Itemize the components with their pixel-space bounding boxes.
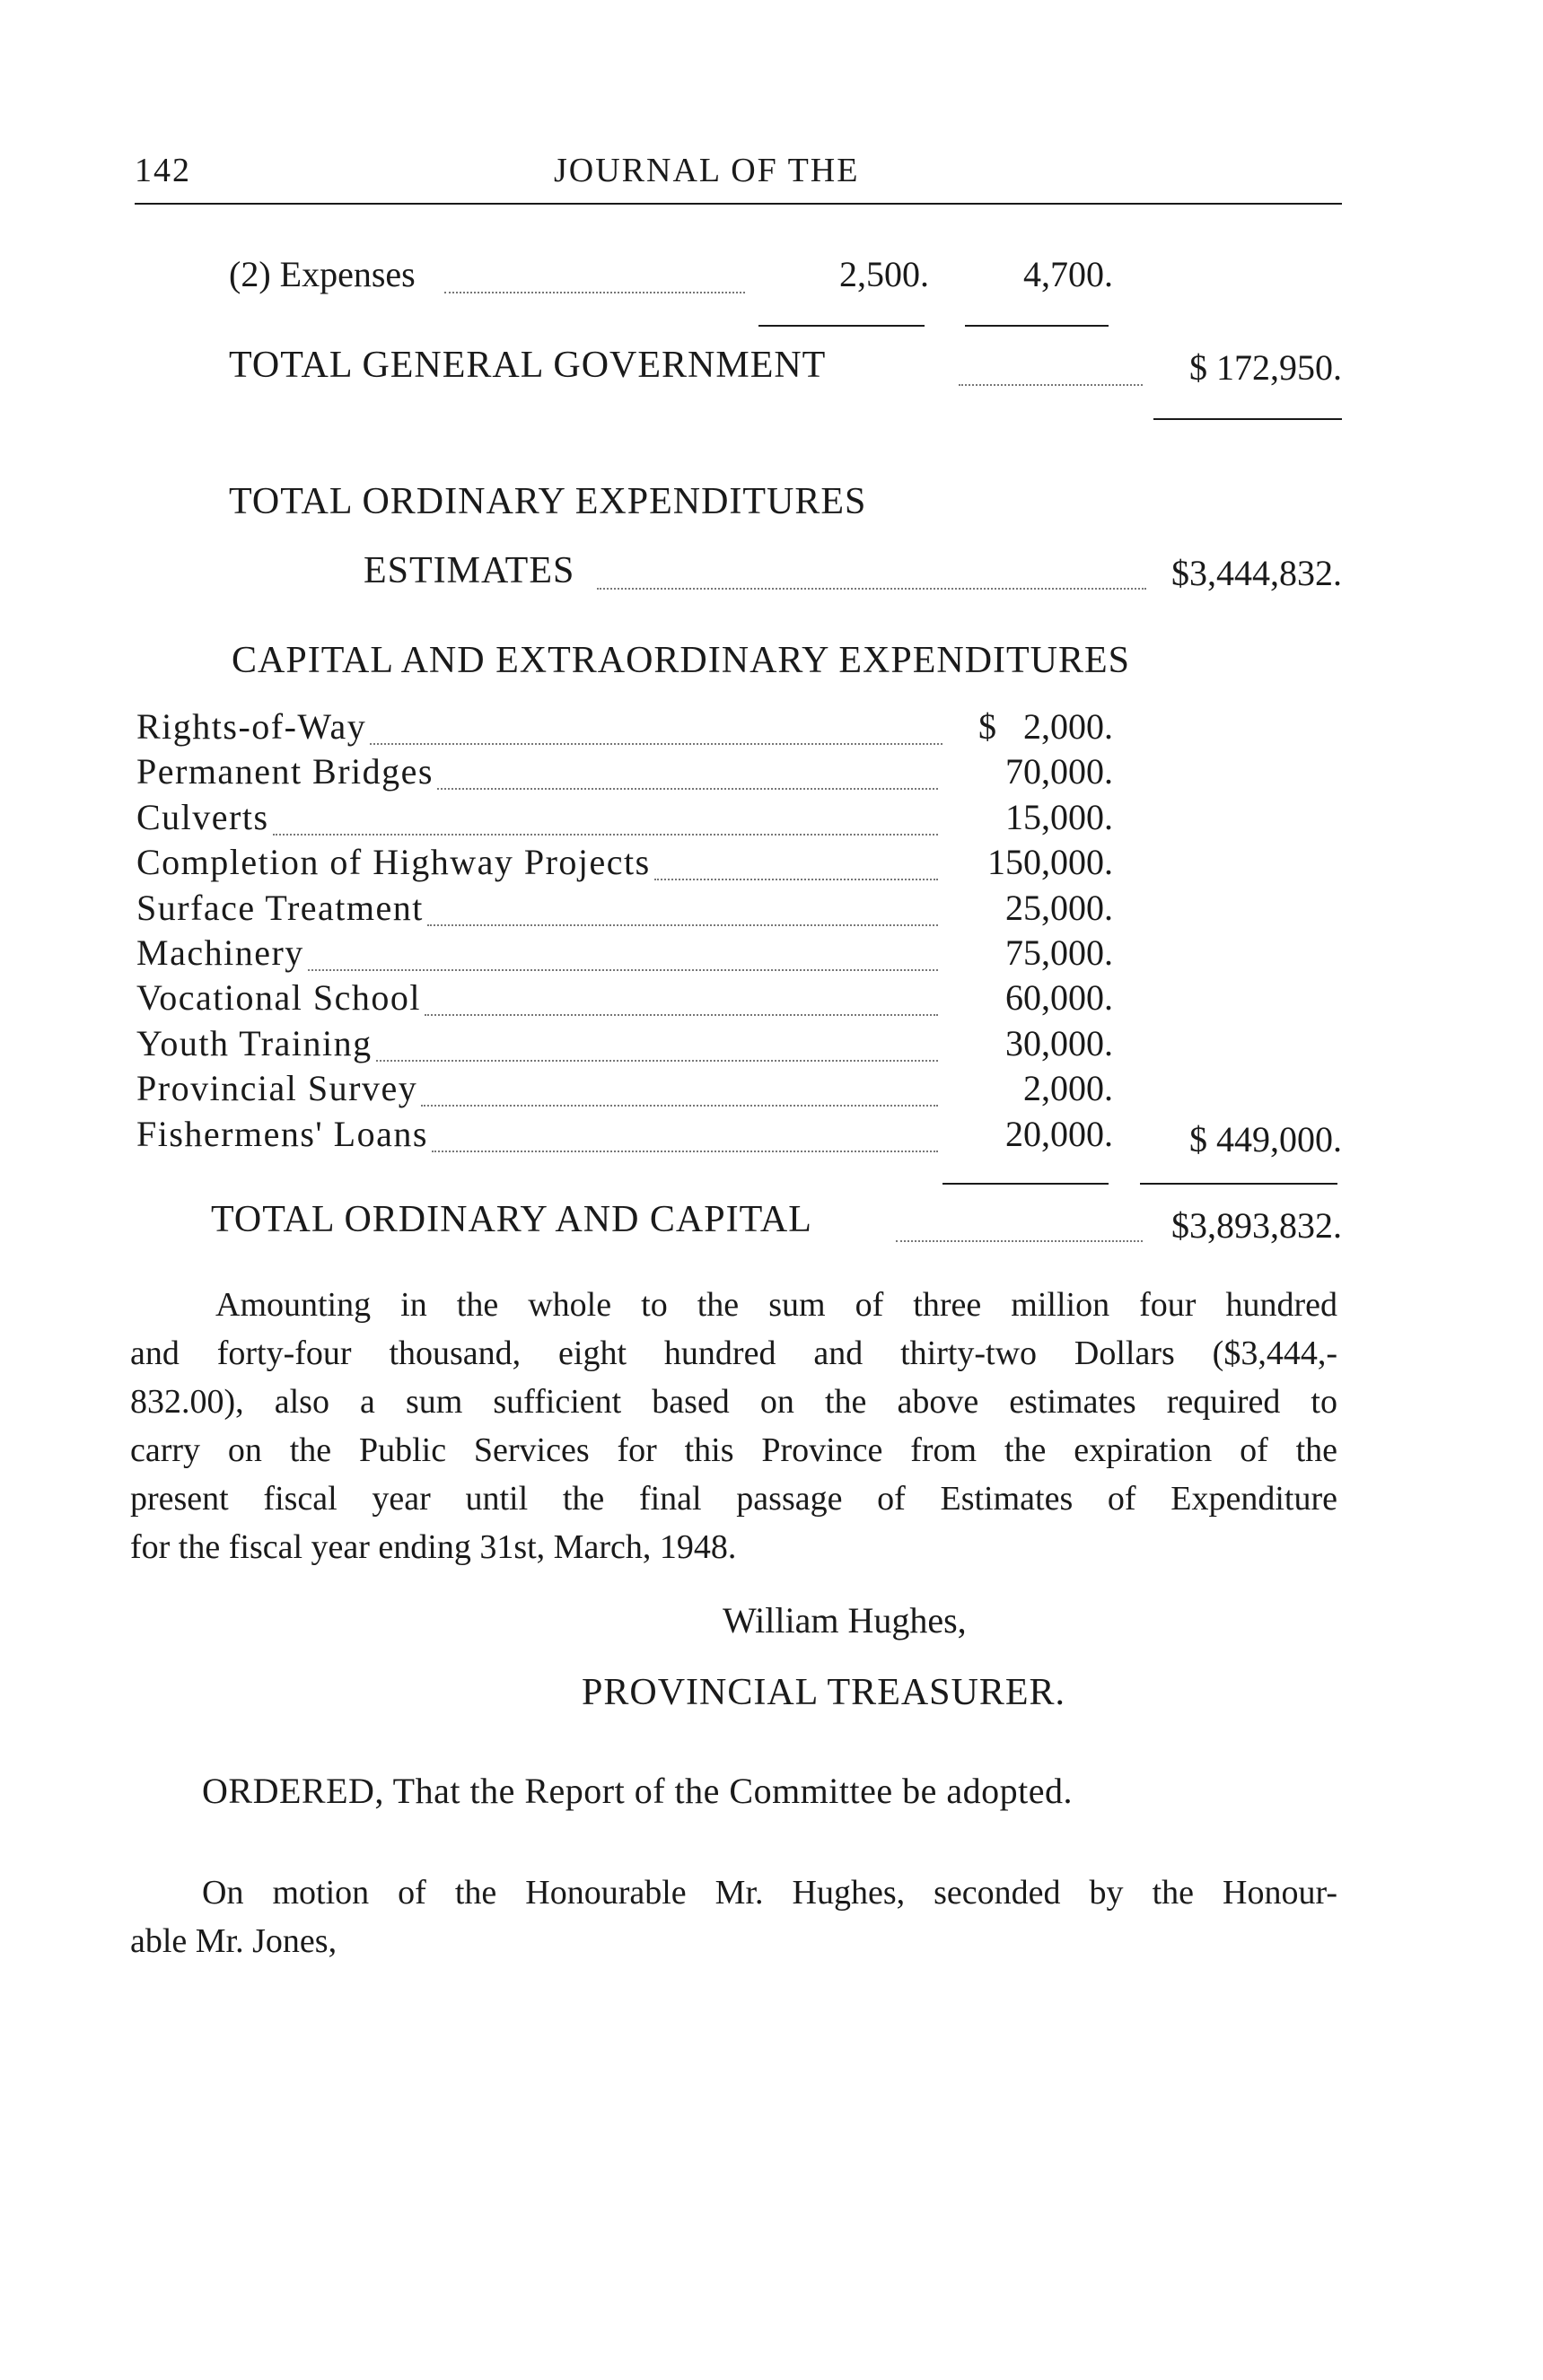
expenses-rule-b (965, 325, 1109, 327)
ordered-statement: ORDERED, That the Report of the Committee be adopted. (202, 1771, 1074, 1811)
expenses-value-a: 2,500. (839, 254, 929, 294)
capital-item-leader (425, 1014, 938, 1016)
expenses-rule-a (758, 325, 925, 327)
running-title: JOURNAL OF THE (554, 152, 860, 189)
capital-item-label: Completion of Highway Projects (136, 842, 651, 882)
motion-paragraph (130, 1868, 1337, 1965)
capital-total-value: $ 449,000. (1189, 1119, 1342, 1159)
capital-item-label: Youth Training (136, 1023, 373, 1063)
paragraph-line: carry on the Public Services for this Province from the expiration of the (130, 1431, 1337, 1469)
paragraph-line: for the fiscal year ending 31st, March, 1948. (130, 1528, 737, 1566)
paragraph-line: 832.00), also a sum sufficient based on the above estimates required to (130, 1383, 1337, 1421)
total-general-label: TOTAL GENERAL GOVERNMENT (229, 345, 827, 386)
expenses-value-b: 4,700. (1023, 254, 1113, 294)
paragraph-line: and forty-four thousand, eight hundred and thirty-two Dollars ($3,444,- (130, 1334, 1337, 1372)
total-ordinary-capital-leader (896, 1240, 1143, 1242)
capital-item-leader (654, 879, 938, 880)
signature-name: William Hughes, (723, 1600, 967, 1641)
capital-item-label: Provincial Survey (136, 1068, 418, 1108)
paragraph-line: present fiscal year until the final passage of Estimates of Expenditure (130, 1480, 1337, 1518)
total-general-leader (959, 384, 1143, 386)
capital-item-leader (437, 788, 938, 790)
capital-item-leader (308, 969, 938, 971)
capital-item-leader (273, 834, 938, 836)
total-ordinary-line1: TOTAL ORDINARY EXPENDITURES (229, 481, 867, 522)
total-ordinary-capital-value: $3,893,832. (1171, 1205, 1342, 1246)
motion-line: On motion of the Honourable Mr. Hughes, seconded by the Honour- (202, 1874, 1337, 1912)
capital-item-label: Rights-of-Way (136, 706, 367, 747)
capital-subtotal-rule (942, 1183, 1109, 1185)
capital-item-leader (370, 743, 942, 745)
expenses-label: (2) Expenses (229, 254, 416, 294)
capital-item-leader (421, 1105, 938, 1107)
capital-item-value: 70,000. (1005, 751, 1113, 792)
capital-item-leader (432, 1151, 938, 1152)
total-ordinary-capital-label: TOTAL ORDINARY AND CAPITAL (211, 1199, 812, 1240)
capital-item-value: 150,000. (987, 842, 1113, 882)
capital-item-label: Permanent Bridges (136, 751, 434, 792)
capital-item-value: 60,000. (1005, 977, 1113, 1018)
capital-item-value: 25,000. (1005, 888, 1113, 928)
total-general-value: $ 172,950. (1189, 347, 1342, 388)
capital-total-rule (1140, 1183, 1337, 1185)
capital-item-label: Vocational School (136, 977, 421, 1018)
capital-item-value: 75,000. (1005, 932, 1113, 973)
total-ordinary-leader (597, 588, 1146, 590)
capital-item-leader (427, 924, 938, 926)
total-ordinary-line2: ESTIMATES (364, 550, 575, 591)
signature-title: PROVINCIAL TREASURER. (582, 1672, 1066, 1713)
capital-item-value: 30,000. (1005, 1023, 1113, 1063)
motion-line: able Mr. Jones, (130, 1922, 338, 1960)
capital-heading: CAPITAL AND EXTRAORDINARY EXPENDITURES (232, 640, 1131, 681)
page-number: 142 (135, 152, 191, 189)
capital-item-label: Fishermens' Loans (136, 1114, 428, 1154)
capital-item-value: $ 2,000. (978, 706, 1113, 747)
resolution-paragraph (130, 1281, 1337, 1571)
capital-item-value: 15,000. (1005, 797, 1113, 837)
total-ordinary-value: $3,444,832. (1171, 553, 1342, 593)
paragraph-line: Amounting in the whole to the sum of three million four hundred (215, 1286, 1337, 1324)
capital-item-label: Machinery (136, 932, 304, 973)
header-rule (135, 203, 1342, 205)
capital-item-value: 20,000. (1005, 1114, 1113, 1154)
capital-item-label: Culverts (136, 797, 269, 837)
capital-item-value: 2,000. (1023, 1068, 1113, 1108)
capital-item-leader (376, 1060, 938, 1062)
expenses-leader (444, 292, 745, 293)
total-general-rule (1153, 418, 1342, 420)
capital-item-label: Surface Treatment (136, 888, 424, 928)
